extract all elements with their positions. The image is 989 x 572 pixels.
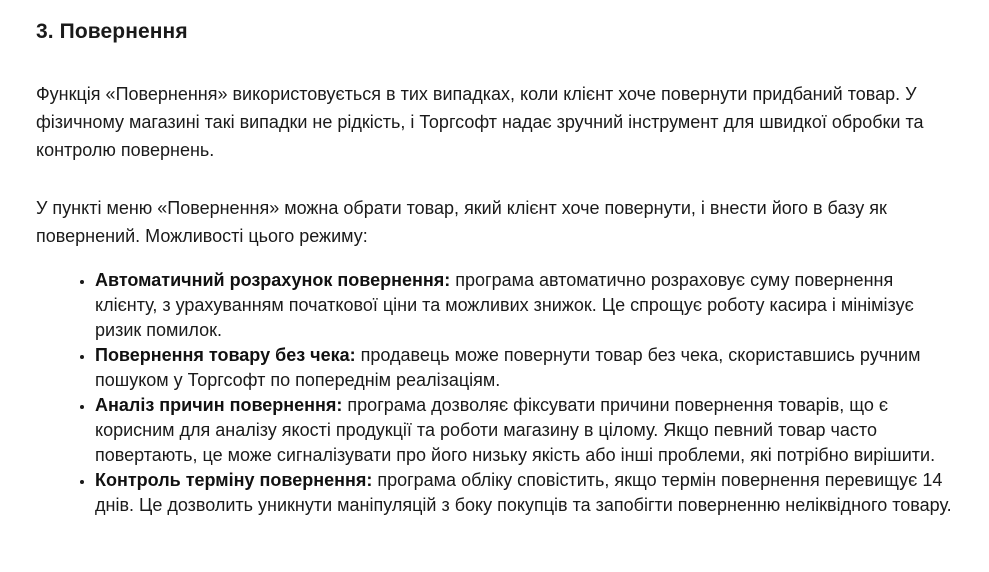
menu-paragraph: У пункті меню «Повернення» можна обрати товар, який клієнт хоче повернути, і внести його в базу як повернений. Можливості цього режиму:: [36, 198, 887, 246]
list-item-text: програма обліку сповістить, якщо термін повернення перевищує 14 днів. Це дозволить уникнути маніпуляцій з боку покупців та запобігти поверненню неліквідного товару.: [95, 470, 952, 515]
list-item: [95, 393, 957, 468]
list-item: [95, 343, 957, 393]
list-item-title: Повернення товару без чека:: [95, 345, 356, 365]
list-item-text: програма автоматично розраховує суму повернення клієнту, з урахуванням початкової ціни та можливих знижок. Це спрощує роботу касира і мінімізує ризик помилок.: [95, 270, 914, 340]
intro-paragraph: Функція «Повернення» використовується в тих випадках, коли клієнт хоче повернути придбаний товар. У фізичному магазині такі випадки не рідкість, і Торгсофт надає зручний інструмент для швидкої обробки та контролю повернень.: [36, 84, 924, 160]
list-item-title: Автоматичний розрахунок повернення:: [95, 270, 451, 290]
list-item-text: програма дозволяє фіксувати причини повернення товарів, що є корисним для аналізу якості продукції та роботи магазину в цілому. Якщо певний товар часто повертають, це може сигналізувати про його низьку якість або інші проблеми, які потрібно вирішити.: [95, 395, 936, 465]
list-item-text: продавець може повернути товар без чека, скориставшись ручним пошуком у Торгсофт по попереднім реалізаціям.: [95, 345, 921, 390]
list-item: [95, 468, 957, 518]
list-item: [95, 268, 957, 343]
feature-list: [36, 268, 957, 518]
section-heading: 3. Повернення: [36, 20, 188, 43]
list-item-title: Аналіз причин повернення:: [95, 395, 343, 415]
list-item-title: Контроль терміну повернення:: [95, 470, 373, 490]
